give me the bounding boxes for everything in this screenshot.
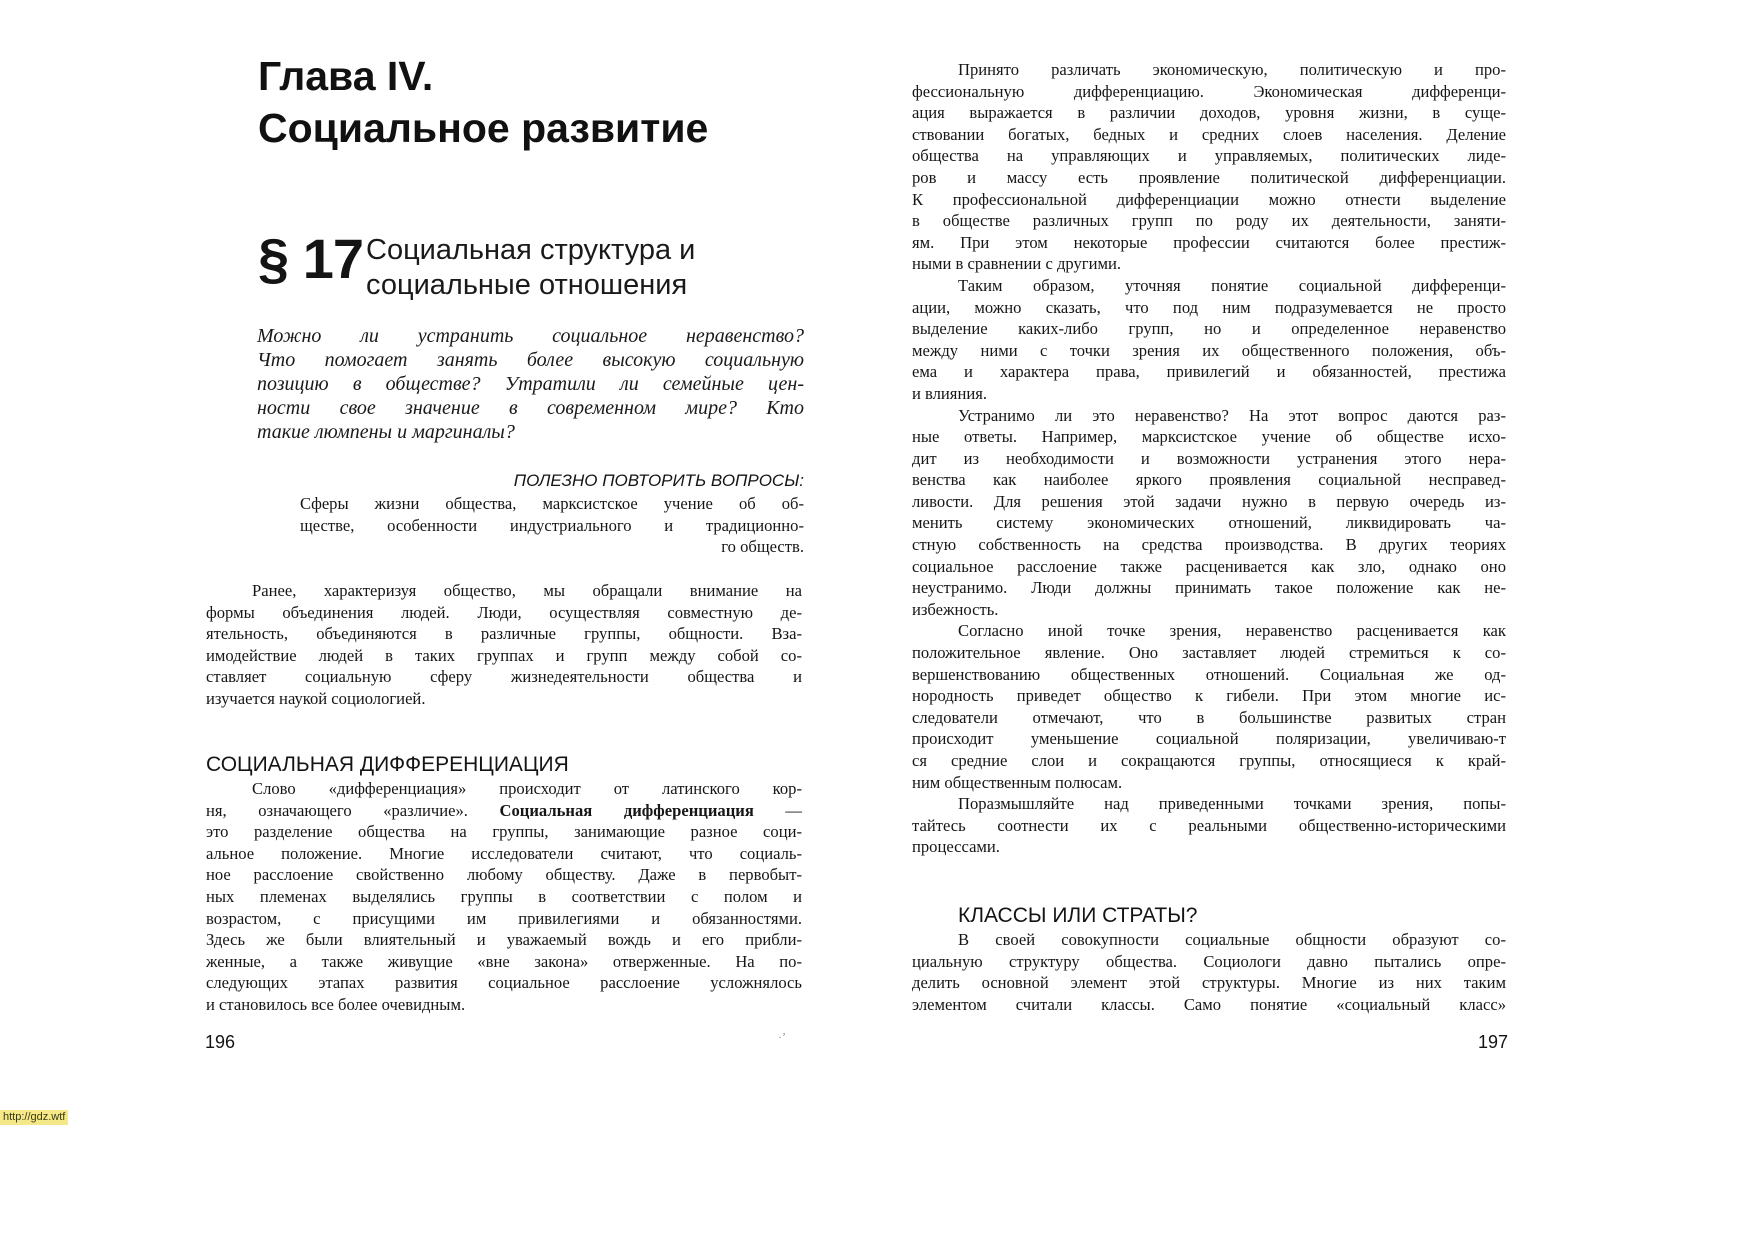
body-line: ливости. Для решения этой задачи нужно в первую очередь из- <box>912 491 1506 511</box>
body-line: ствовании богатых, бедных и средних слоев населения. Деление <box>912 124 1506 144</box>
body-line: и становилось все более очевидным. <box>206 994 466 1014</box>
body-line: ним общественным полюсам. <box>912 772 1123 792</box>
body-line: К профессиональной дифференциации можно отнести выделение <box>912 189 1506 209</box>
body-line: ное расслоение свойственно любому обществу. Даже в первобыт- <box>206 865 802 885</box>
body-line: избежность. <box>912 599 999 619</box>
body-line: в обществе различных групп по роду их деятельности, заняти- <box>912 211 1506 231</box>
repeat-line: го обществ. <box>721 537 804 557</box>
body-line: женные, а также живущие «вне закона» отверженные. На по- <box>206 951 802 971</box>
chapter-title-line: Социальное развитие <box>258 105 709 151</box>
body-line: ация выражается в различии доходов, уровня жизни, в суще- <box>912 103 1506 123</box>
body-line: ся средние слои и сокращаются группы, относящиеся к край- <box>912 751 1506 770</box>
body-line: Здесь же были влиятельный и уважаемый вождь и его прибли- <box>206 930 802 950</box>
question-line: такие люмпены и маргиналы? <box>257 421 515 443</box>
body-line: вершенствованию общественных отношений. Социальная же од- <box>912 664 1506 684</box>
body-line: венства как наиболее яркого проявления социальной несправед- <box>912 470 1506 490</box>
question-line: Можно ли устранить социальное неравенство? <box>257 325 804 347</box>
intro-line: ставляет социальную сферу жизнедеятельности общества и <box>206 667 802 687</box>
body-line-with-term <box>206 800 802 822</box>
body-line: нородность приведет общество к гибели. При этом многие ис- <box>912 686 1506 706</box>
paragraph-title <box>366 233 695 303</box>
body-line: фессиональную дифференциацию. Экономическая дифференци- <box>912 81 1506 101</box>
body-line: Слово «дифференциация» происходит от латинского кор- <box>252 779 802 798</box>
body-line: ема и характера права, привилегий и обязанностей, престижа <box>912 362 1506 382</box>
body-line: стную собственность на средства производства. В других теориях <box>912 535 1506 555</box>
body-line: следователи отмечают, что в большинстве развитых стран <box>912 707 1506 727</box>
scan-mark: ·ʼ <box>778 1030 786 1044</box>
repeat-questions-heading: ПОЛЕЗНО ПОВТОРИТЬ ВОПРОСЫ: <box>513 471 804 490</box>
page-number-left: 196 <box>205 1032 236 1052</box>
intro-line: имодействие людей в таких группах и групп между собой со- <box>206 645 802 665</box>
question-line: Что помогает занять более высокую социальную <box>257 349 804 371</box>
body-line: положительное явление. Оно заставляет людей стремиться к со- <box>912 643 1506 663</box>
body-line: и влияния. <box>912 383 987 403</box>
body-line: циальную структуру общества. Социологи давно пытались опре- <box>912 951 1506 971</box>
paragraph-title-line: социальные отношения <box>366 269 688 301</box>
lead-questions <box>257 324 804 444</box>
section-heading-classes: КЛАССЫ ИЛИ СТРАТЫ? <box>958 904 1198 927</box>
intro-line: изучается наукой социологией. <box>206 688 426 708</box>
body-line: процессами. <box>912 837 1000 857</box>
repeat-line: Сферы жизни общества, марксистское учение об об- <box>300 494 804 513</box>
question-line: ности свое значение в современном мире? Кто <box>257 397 804 419</box>
intro-line: формы объединения людей. Люди, осуществляя совместную де- <box>206 602 802 622</box>
body-line: это разделение общества на группы, занимающие разное соци- <box>206 822 802 842</box>
chapter-title-line: Глава IV. <box>258 53 434 99</box>
site-watermark: http://gdz.wtf <box>0 1110 68 1125</box>
section-heading-differentiation: СОЦИАЛЬНАЯ ДИФФЕРЕНЦИАЦИЯ <box>206 753 569 776</box>
intro-line: ятельность, объединяются в различные группы, общности. Вза- <box>206 624 802 644</box>
body-line: ям. При этом некоторые профессии считаются более престиж- <box>912 232 1506 252</box>
differentiation-paragraph <box>206 778 802 1016</box>
body-line: неустранимо. Люди должны принимать такое положение как не- <box>912 578 1506 598</box>
body-line: менить систему экономических отношений, ликвидировать ча- <box>912 513 1506 533</box>
body-line: происходит уменьшение социальной поляризации, увеличиваю-т <box>912 729 1506 749</box>
body-line: Согласно иной точке зрения, неравенство расценивается как <box>958 621 1506 641</box>
body-line: ные ответы. Например, марксистское учение об обществе исхо- <box>912 427 1506 447</box>
body-line: тайтесь соотнести их с реальными общественно-историческими <box>912 815 1506 835</box>
body-line: выделение каких-либо групп, но и определенное неравенство <box>912 319 1506 339</box>
repeat-questions-list <box>300 493 804 558</box>
body-line: между ними с точки зрения их общественного положения, объ- <box>912 340 1506 360</box>
body-text: ня, означающего «различие». <box>206 800 500 820</box>
body-line: делить основной элемент этой структуры. Многие из них таким <box>912 973 1506 993</box>
intro-line: Ранее, характеризуя общество, мы обращали внимание на <box>252 581 802 600</box>
body-line: общества на управляющих и управляемых, политических лиде- <box>912 146 1506 166</box>
body-line: Поразмышляйте над приведенными точками зрения, попы- <box>958 794 1506 814</box>
body-line: ации, можно сказать, что под ним подразумевается не просто <box>912 297 1506 317</box>
classes-paragraph <box>912 929 1506 1015</box>
body-line: Принято различать экономическую, политическую и про- <box>958 60 1506 79</box>
body-line: альное положение. Многие исследователи считают, что социаль- <box>206 843 802 863</box>
body-line: Устранимо ли это неравенство? На этот вопрос даются раз- <box>958 405 1506 425</box>
paragraph-title-line: Социальная структура и <box>366 234 696 266</box>
body-line: В своей совокупности социальные общности образуют со- <box>958 930 1506 949</box>
body-line: возрастом, с присущими им привилегиями и обязанностями. <box>206 908 802 928</box>
body-line: Таким образом, уточняя понятие социальной дифференци- <box>958 275 1506 295</box>
chapter-title <box>258 50 708 154</box>
right-page-text <box>912 59 1506 858</box>
body-line: дит из необходимости и возможности устранения этого нера- <box>912 448 1506 468</box>
body-line: ров и массу есть проявление политической дифференциации. <box>912 167 1506 187</box>
paragraph-number: § 17 <box>258 227 363 290</box>
body-line: следующих этапах развития социальное расслоение усложнялось <box>206 973 802 993</box>
repeat-line: ществе, особенности индустриального и традиционно- <box>300 515 804 535</box>
body-line: социальное расслоение также расценивается как зло, однако оно <box>912 556 1506 576</box>
question-line: позицию в обществе? Утратили ли семейные цен- <box>257 373 804 395</box>
term-social-differentiation: Социальная дифференциация <box>499 800 754 820</box>
body-line: элементом считали классы. Само понятие «социальный класс» <box>912 994 1506 1014</box>
intro-paragraph <box>206 580 802 710</box>
body-line: ных племенах выделялись группы в соответствии с полом и <box>206 886 802 906</box>
body-text: — <box>753 800 802 820</box>
page-number-right: 197 <box>1478 1032 1509 1052</box>
body-line: ными в сравнении с другими. <box>912 254 1121 274</box>
